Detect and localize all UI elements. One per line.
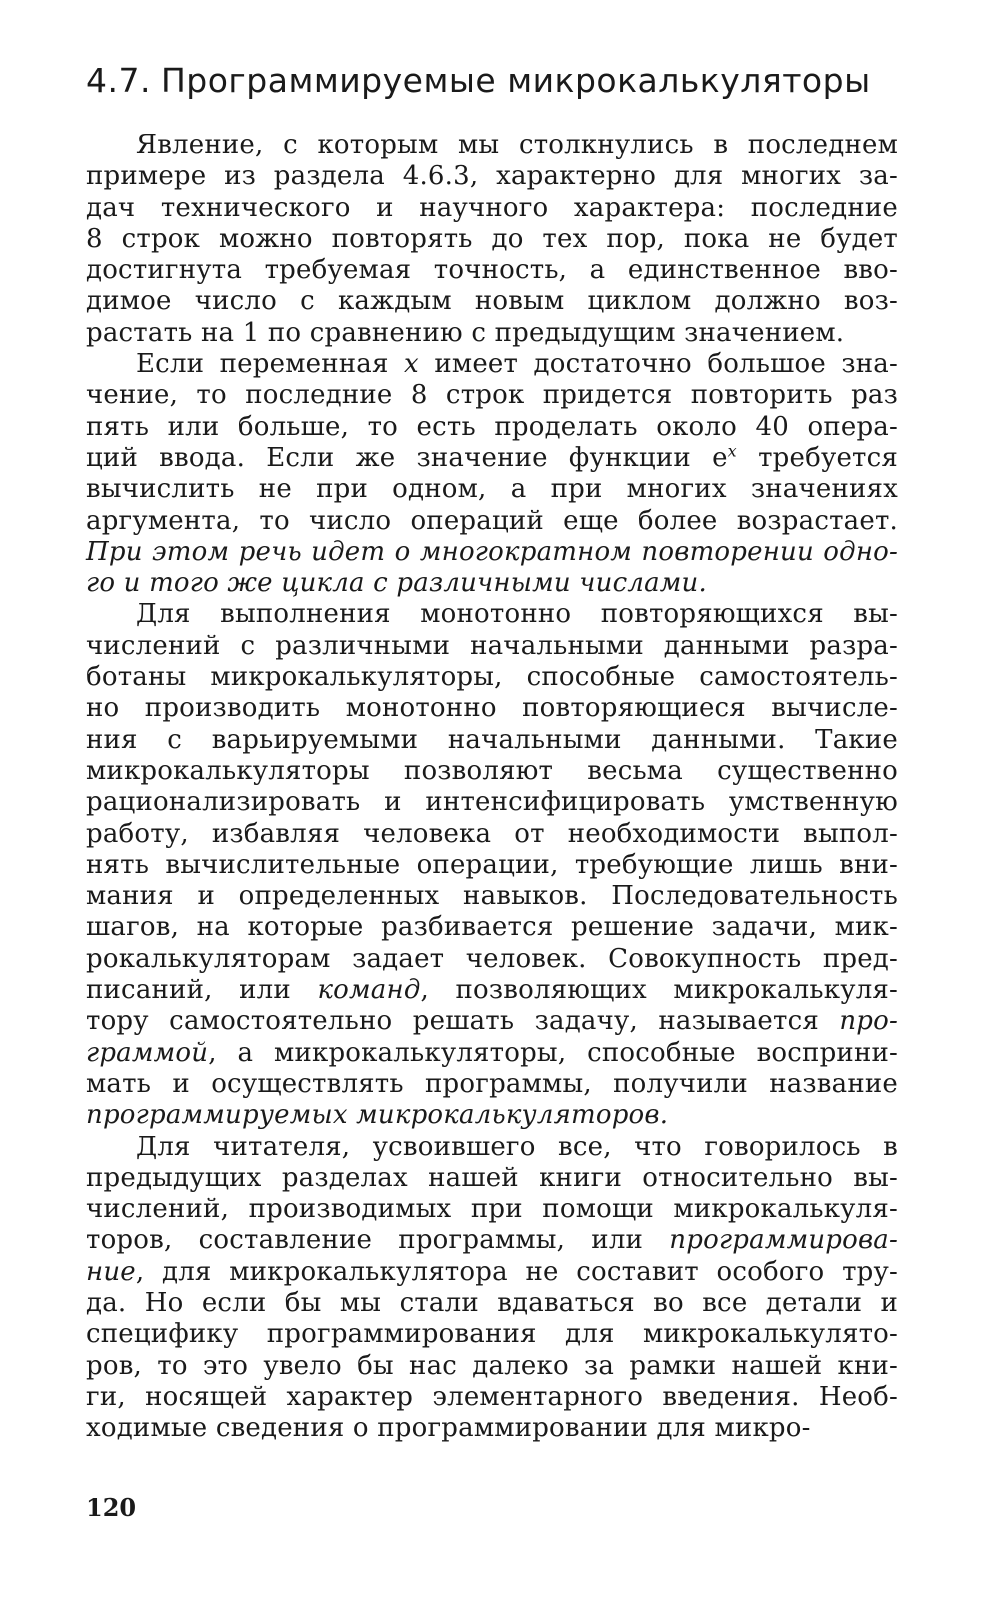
- text-segment: ходимые сведения о программировании для микро-: [86, 1413, 811, 1444]
- italic-text: команд: [317, 975, 421, 1006]
- page: [86, 58, 898, 1444]
- italic-text: го и того же цикла с различными числами.: [86, 568, 707, 599]
- text-segment: ги, носящей характер элементарного введения. Необ-: [86, 1381, 898, 1412]
- text-segment: шагов, на которые разбивается решение задачи, мик-: [86, 912, 898, 943]
- text-line: [86, 912, 898, 943]
- text-segment: писаний, или: [86, 975, 318, 1006]
- text-line: [86, 161, 898, 192]
- text-line: [86, 506, 898, 537]
- text-segment: ров, то это увело бы нас далеко за рамки нашей кни-: [86, 1350, 898, 1381]
- text-segment: аргумента, то число операций еще более возрастает.: [86, 505, 898, 536]
- text-line: [86, 443, 898, 474]
- text-segment: рационализировать и интенсифицировать умственную: [86, 787, 898, 818]
- text-segment: ботаны микрокалькуляторы, способные самостоятель-: [86, 662, 898, 693]
- text-segment: числений с различными начальными данными разра-: [86, 630, 898, 661]
- italic-text: граммой: [86, 1037, 209, 1068]
- text-line: [86, 1288, 898, 1319]
- italic-text: про-: [839, 1006, 898, 1037]
- text-segment: растать на 1 по сравнению с предыдущим значением.: [86, 317, 845, 348]
- italic-text: При этом речь идет о многократном повторении одно-: [86, 536, 898, 567]
- text-line: [86, 537, 898, 568]
- text-segment: мания и определенных навыков. Последовательность: [86, 881, 898, 912]
- text-line: [86, 193, 898, 224]
- text-line: [86, 1069, 898, 1100]
- text-line: [86, 975, 898, 1006]
- text-line: [86, 1163, 898, 1194]
- text-line: [86, 599, 898, 630]
- text-line: [86, 631, 898, 662]
- text-line: [86, 1225, 898, 1256]
- text-line: [86, 1038, 898, 1069]
- text-segment: специфику программирования для микрокалькулято-: [86, 1319, 898, 1350]
- text-segment: ций ввода. Если же значение функции e: [86, 442, 728, 473]
- text-line: [86, 1413, 898, 1444]
- text-line: [86, 944, 898, 975]
- text-segment: Для выполнения монотонно повторяющихся вы-: [136, 599, 898, 630]
- section-number: 4.7.: [86, 61, 151, 100]
- text-segment: пять или больше, то есть проделать около 40 опера-: [86, 411, 898, 442]
- page-number: 120: [86, 1493, 137, 1522]
- paragraph: [86, 1132, 898, 1445]
- text-segment: димое число с каждым новым циклом должно воз-: [86, 286, 898, 317]
- text-segment: чение, то последние 8 строк придется повторить раз: [86, 380, 898, 411]
- text-segment: ния с варьируемыми начальными данными. Такие: [86, 724, 898, 755]
- text-segment: работу, избавляя человека от необходимости выпол-: [86, 818, 898, 849]
- text-line: [86, 662, 898, 693]
- text-line: [86, 1100, 898, 1131]
- paragraph: [86, 599, 898, 1131]
- text-line: [86, 1319, 898, 1350]
- text-line: [86, 787, 898, 818]
- text-line: [86, 1006, 898, 1037]
- text-segment: да. Но если бы мы стали вдаваться во все детали и: [86, 1287, 898, 1318]
- text-segment: , для микрокалькулятора не составит особого тру-: [135, 1256, 898, 1287]
- italic-text: x: [404, 349, 419, 380]
- text-line: [86, 756, 898, 787]
- text-segment: предыдущих разделах нашей книги относительно вы-: [86, 1162, 898, 1193]
- text-segment: достигнута требуемая точность, а единственное вво-: [86, 255, 898, 286]
- text-line: [86, 693, 898, 724]
- text-line: [86, 1382, 898, 1413]
- text-line: [86, 130, 898, 161]
- text-line: [86, 881, 898, 912]
- section-title: Программируемые микрокалькуляторы: [160, 61, 871, 100]
- text-segment: но производить монотонно повторяющиеся вычисле-: [86, 693, 898, 724]
- text-segment: дач технического и научного характера: последние: [86, 192, 898, 223]
- text-line: [86, 1132, 898, 1163]
- text-line: [86, 725, 898, 756]
- section-heading: [86, 58, 898, 104]
- text-segment: рокалькуляторам задает человек. Совокупность пред-: [86, 943, 898, 974]
- text-line: [86, 1257, 898, 1288]
- text-line: [86, 474, 898, 505]
- text-line: [86, 318, 898, 349]
- text-segment: тору самостоятельно решать задачу, называется: [86, 1006, 840, 1037]
- text-segment: 8 строк можно повторять до тех пор, пока не будет: [86, 223, 898, 254]
- superscript: x: [727, 441, 737, 461]
- text-segment: нять вычислительные операции, требующие лишь вни-: [86, 849, 898, 880]
- text-line: [86, 568, 898, 599]
- text-line: [86, 255, 898, 286]
- text-segment: вычислить не при одном, а при многих значениях: [86, 474, 898, 505]
- text-line: [86, 380, 898, 411]
- text-line: [86, 286, 898, 317]
- text-line: [86, 224, 898, 255]
- body-text: [86, 130, 898, 1444]
- text-line: [86, 850, 898, 881]
- text-line: [86, 1351, 898, 1382]
- paragraph: [86, 349, 898, 599]
- italic-text: программирова-: [669, 1225, 898, 1256]
- text-segment: требуется: [736, 442, 898, 473]
- text-segment: Явление, с которым мы столкнулись в последнем: [136, 130, 898, 160]
- text-segment: , позволяющих микрокалькуля-: [420, 975, 899, 1006]
- italic-text: программируемых микрокалькуляторов.: [86, 1100, 669, 1131]
- text-segment: мать и осуществлять программы, получили название: [86, 1068, 898, 1099]
- text-line: [86, 412, 898, 443]
- text-segment: Если переменная: [136, 349, 405, 380]
- text-line: [86, 819, 898, 850]
- text-segment: торов, составление программы, или: [86, 1225, 670, 1256]
- text-segment: примере из раздела 4.6.3, характерно для многих за-: [86, 161, 898, 192]
- text-segment: микрокалькуляторы позволяют весьма существенно: [86, 755, 898, 786]
- text-segment: имеет достаточно большое зна-: [418, 349, 898, 380]
- text-line: [86, 349, 898, 380]
- text-segment: Для читателя, усвоившего все, что говорилось в: [136, 1131, 898, 1162]
- text-segment: , а микрокалькуляторы, способные восприни-: [208, 1037, 898, 1068]
- text-segment: числений, производимых при помощи микрокалькуля-: [86, 1194, 898, 1225]
- paragraph: [86, 130, 898, 349]
- italic-text: ние: [86, 1256, 136, 1287]
- text-line: [86, 1194, 898, 1225]
